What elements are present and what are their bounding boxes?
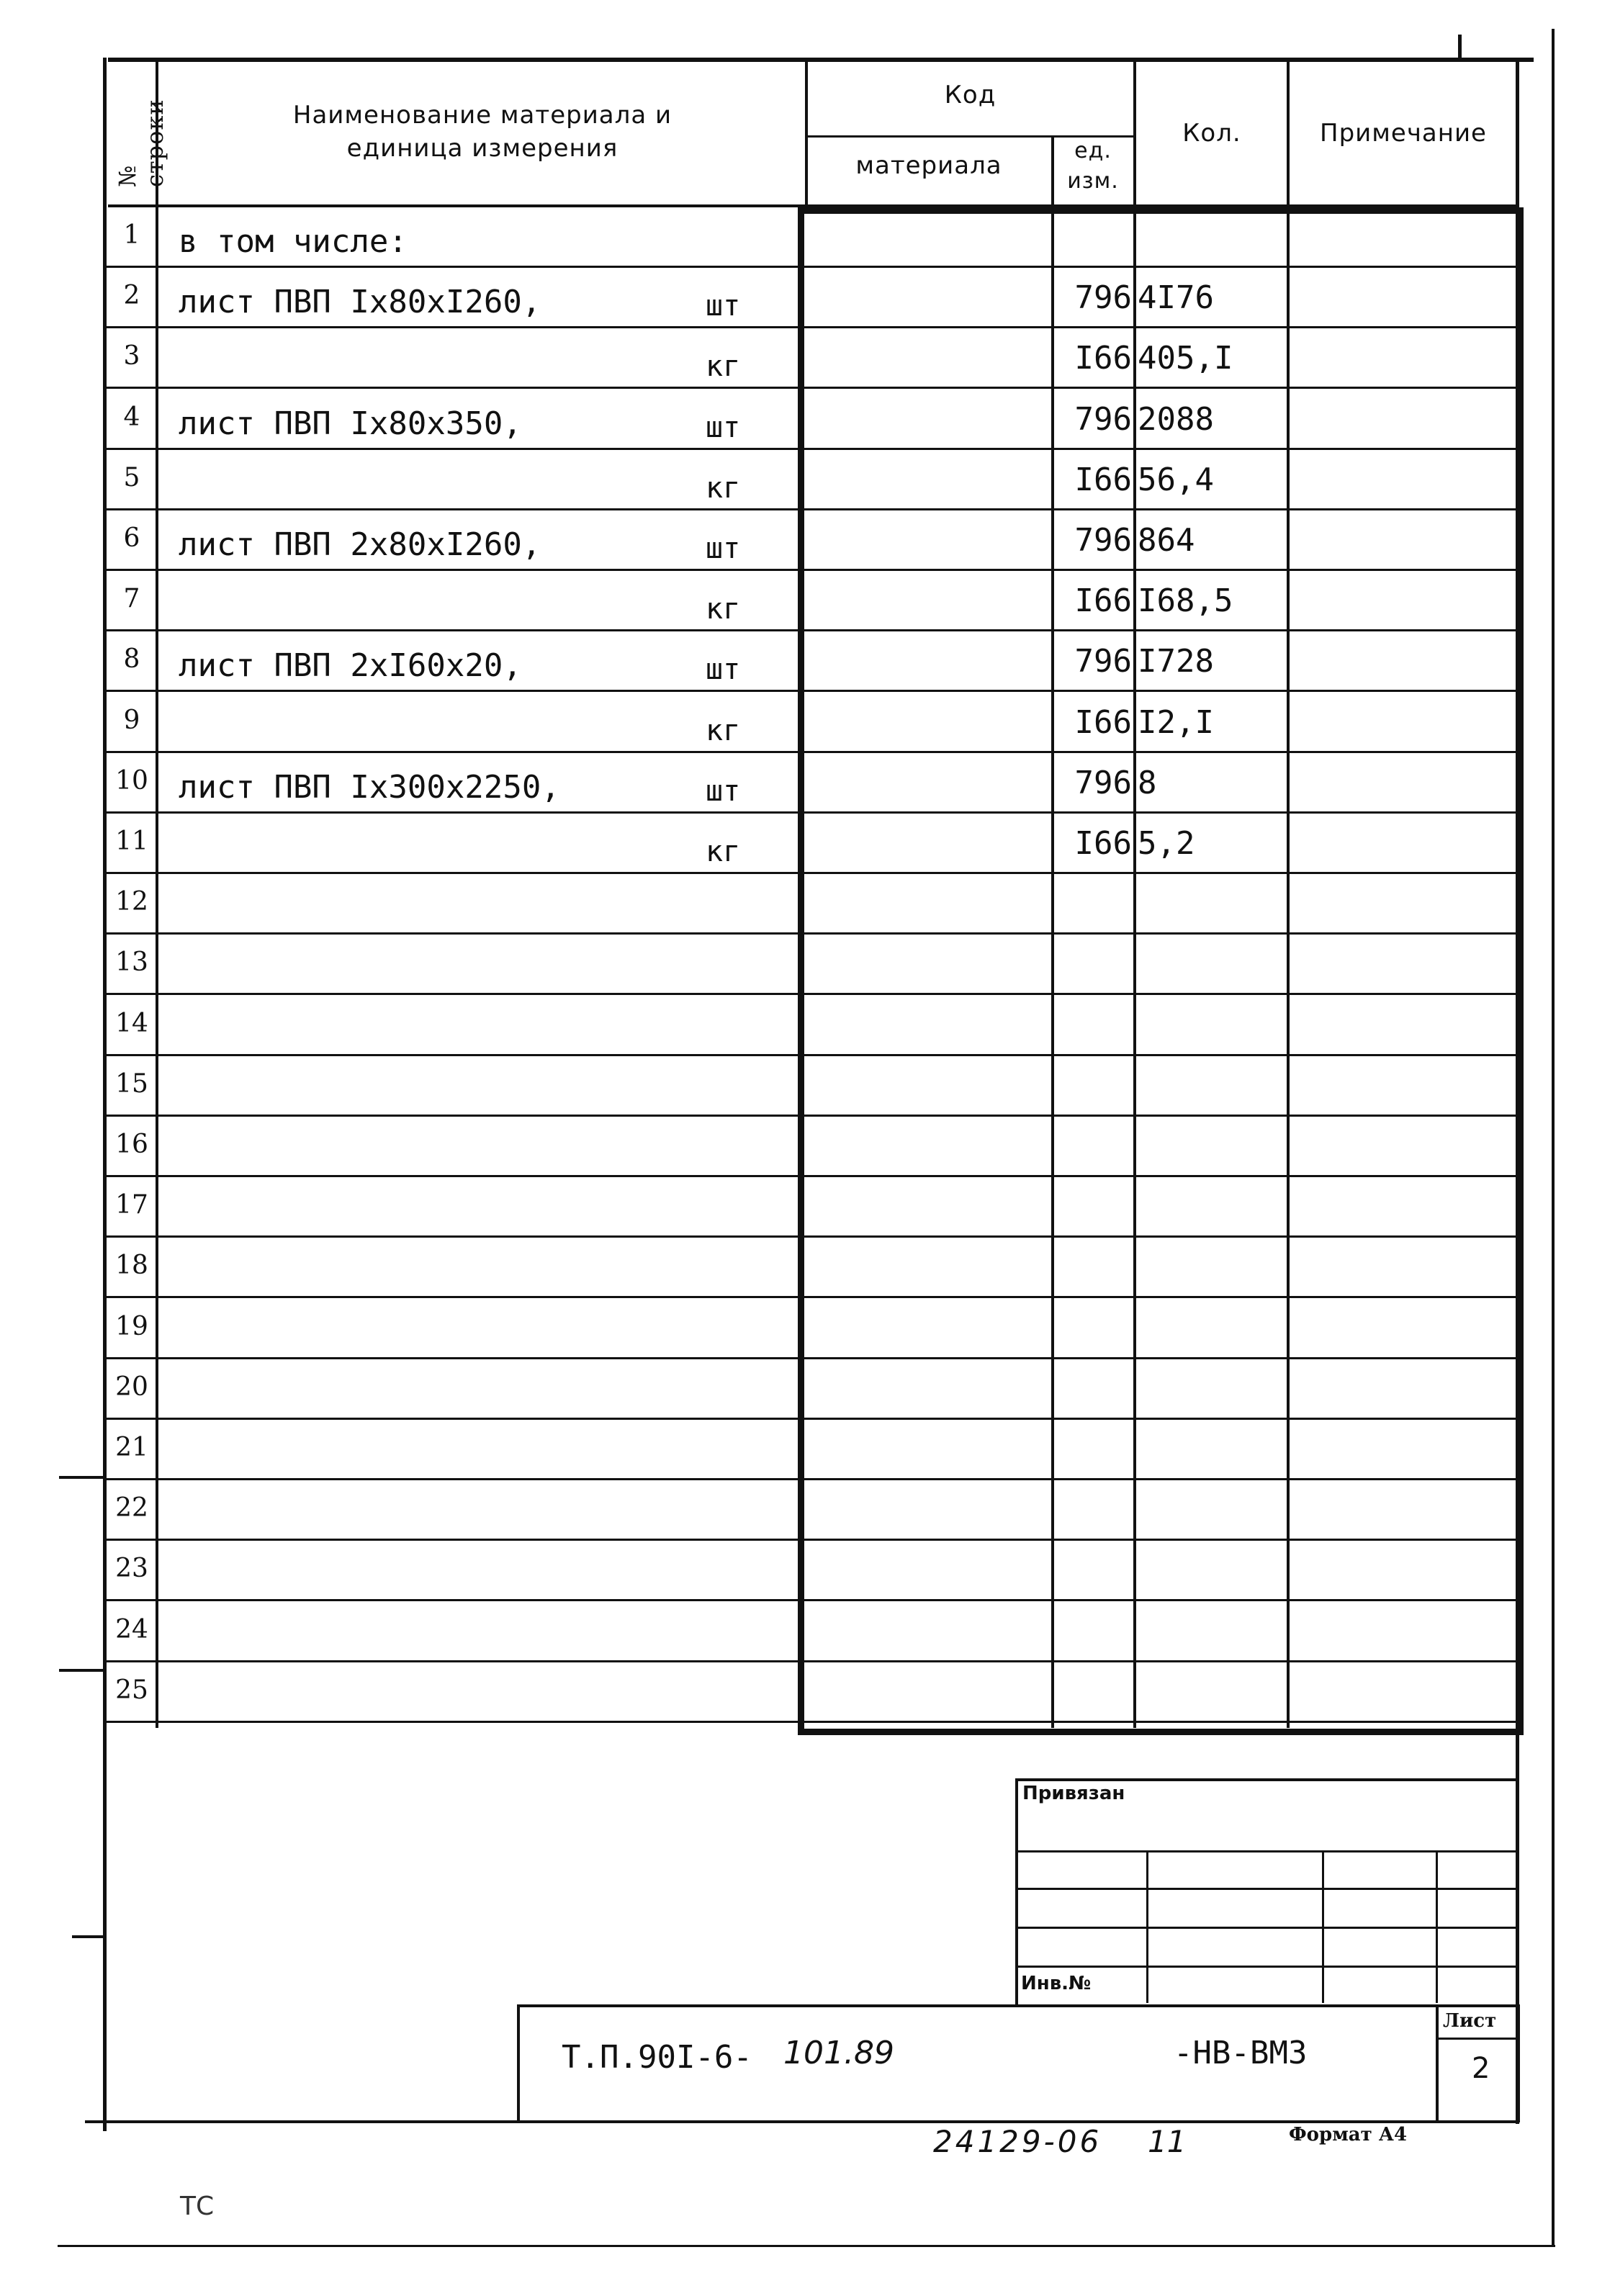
row-quantity: I728 [1138, 643, 1214, 680]
row-unit: кг [706, 350, 741, 383]
material-code-header: материала [855, 151, 1002, 180]
row-material-name: лист ПВП Ix300x2250, [179, 769, 560, 806]
row-unit: кг [706, 593, 741, 626]
row-quantity: 864 [1138, 522, 1195, 559]
row-material-name: лист ПВП Ix80xI260, [179, 284, 541, 320]
row-number: 7 [123, 584, 140, 613]
row-number: 23 [115, 1554, 148, 1583]
quantity-header: Кол. [1182, 119, 1241, 148]
margin-tick-1 [59, 1476, 107, 1479]
row-number: 20 [115, 1372, 148, 1402]
row-number: 24 [115, 1615, 148, 1644]
note-header: Примечание [1320, 119, 1487, 148]
sheet-number: 2 [1472, 2052, 1490, 2085]
row-quantity: 8 [1138, 765, 1157, 801]
row-number: 17 [115, 1190, 148, 1220]
handwritten-extra: 11 [1148, 2124, 1187, 2159]
row-number: 4 [123, 402, 140, 432]
row-unit-code: I66 [1074, 582, 1132, 619]
row-unit-code: 796 [1074, 765, 1132, 801]
doc-suffix: -НВ-ВМ3 [1174, 2035, 1308, 2071]
row-material-name: лист ПВП 2x80xI260, [179, 526, 541, 563]
linked-box-line-3 [1015, 1927, 1516, 1929]
linked-box-col-1 [1146, 1852, 1148, 2003]
margin-tick-3 [72, 1935, 107, 1938]
row-quantity: 5,2 [1138, 825, 1195, 862]
row-unit-code: I66 [1074, 704, 1132, 741]
row-number-header: № строки [114, 99, 168, 187]
row-unit-code: I66 [1074, 462, 1132, 498]
format-label: Формат А4 [1289, 2124, 1408, 2146]
doc-code-handwritten: 101.89 [783, 2035, 894, 2071]
row-unit: шт [706, 289, 741, 323]
row-number: 21 [115, 1433, 148, 1462]
row-number: 3 [123, 341, 140, 371]
row-number: 25 [115, 1675, 148, 1705]
name-header-line2: единица измерения [346, 134, 618, 163]
row-unit: кг [706, 472, 741, 505]
code-header: Код [944, 81, 997, 109]
frame-right-outer-line [1552, 29, 1555, 2246]
row-number: 18 [115, 1251, 148, 1280]
row-unit: кг [706, 714, 741, 747]
row-quantity: 56,4 [1138, 462, 1214, 498]
linked-label: Привязан [1022, 1783, 1125, 1804]
handwritten-number: 24129-06 [933, 2124, 1102, 2159]
row-number: 1 [123, 220, 140, 250]
row-number: 2 [123, 281, 140, 310]
frame-top-tick [1458, 35, 1462, 59]
unit-code-header-line1: ед. [1074, 138, 1112, 163]
col-line-note-body [1287, 207, 1290, 1728]
margin-tick-2 [59, 1669, 107, 1672]
row-unit-code: 796 [1074, 279, 1132, 316]
row-number: 13 [115, 947, 148, 977]
linked-box-col-3 [1436, 1852, 1438, 2003]
name-header-line1: Наименование материала и [292, 101, 672, 130]
doc-code-typed: Т.П.90I-6- [562, 2039, 752, 2076]
row-number: 6 [123, 523, 140, 553]
inv-label: Инв.№ [1021, 1973, 1092, 1994]
row-unit-code: 796 [1074, 522, 1132, 559]
corner-mark: ТС [180, 2192, 215, 2221]
scan-bottom-line [58, 2245, 1555, 2247]
row-unit: шт [706, 775, 741, 808]
code-columns-thick-box [798, 207, 1524, 1735]
row-unit: шт [706, 653, 741, 686]
row-number: 22 [115, 1493, 148, 1523]
linked-box-col-2 [1322, 1852, 1324, 2003]
linked-box-line-2 [1015, 1888, 1516, 1890]
row-unit: шт [706, 411, 741, 444]
row-number: 12 [115, 887, 148, 917]
sheet-box-left [1436, 2004, 1439, 2121]
linked-box-line-1 [1015, 1850, 1516, 1852]
code-subheader-line [805, 135, 1136, 138]
row-number: 16 [115, 1130, 148, 1159]
row-unit: кг [706, 835, 741, 868]
row-number: 14 [115, 1009, 148, 1038]
sheet-box-divider [1436, 2038, 1516, 2040]
frame-top-line [108, 58, 1534, 62]
row-number: 11 [115, 827, 148, 856]
row-quantity: I68,5 [1138, 582, 1233, 619]
row-material-name: лист ПВП Ix80x350, [179, 405, 522, 442]
row-unit: шт [706, 532, 741, 565]
row-number: 8 [123, 644, 140, 674]
row-quantity: I2,I [1138, 704, 1214, 741]
col-line-qty-body [1133, 207, 1136, 1728]
col-line-unit-body [1051, 207, 1054, 1728]
row-unit-code: 796 [1074, 401, 1132, 438]
row-material-name: лист ПВП 2xI60x20, [179, 647, 522, 684]
unit-code-header-line2: изм. [1067, 168, 1119, 194]
linked-box-line-4 [1015, 1966, 1516, 1968]
row-quantity: 405,I [1138, 340, 1233, 377]
row-number: 19 [115, 1312, 148, 1341]
row-unit-code: 796 [1074, 643, 1132, 680]
row-number: 9 [123, 706, 140, 735]
row-number: 5 [123, 463, 140, 492]
row-number: 15 [115, 1069, 148, 1099]
row-quantity: 2088 [1138, 401, 1214, 438]
row-number: 10 [115, 766, 148, 796]
sheet-label: Лист [1443, 2010, 1497, 2032]
row-material-name: в том числе: [179, 223, 408, 260]
row-unit-code: I66 [1074, 825, 1132, 862]
row-unit-code: I66 [1074, 340, 1132, 377]
row-quantity: 4I76 [1138, 279, 1214, 316]
